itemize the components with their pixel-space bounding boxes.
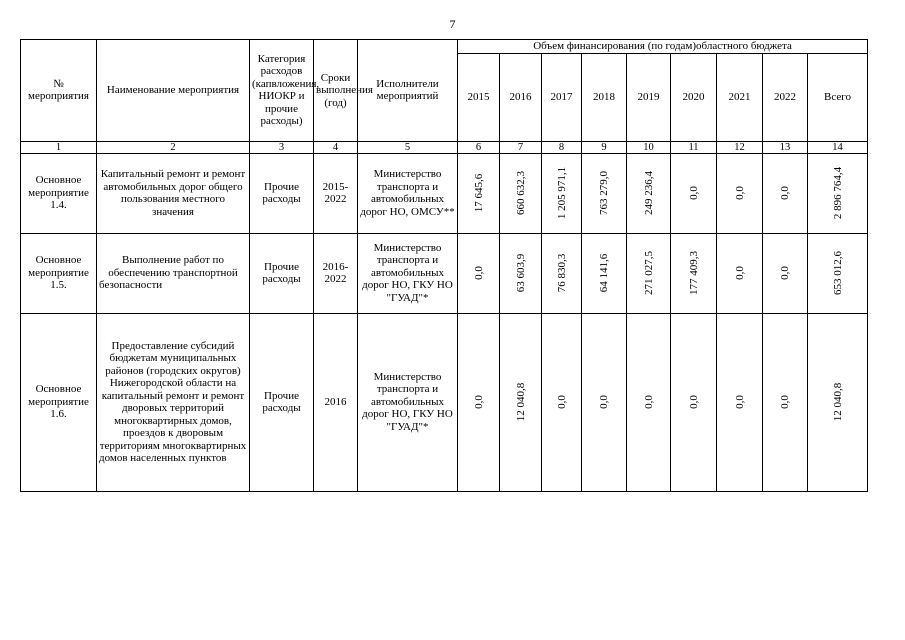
header-year: 2016 xyxy=(500,53,542,141)
column-number: 5 xyxy=(358,141,458,153)
value-2017: 0,0 xyxy=(555,395,568,409)
value-2019: 271 027,5 xyxy=(642,251,655,295)
value-2018: 64 141,6 xyxy=(597,253,610,293)
header-year: 2015 xyxy=(458,53,500,141)
value-cell xyxy=(627,233,671,313)
activity-category: Прочие расходы xyxy=(250,233,314,313)
value-2020: 0,0 xyxy=(687,186,700,200)
value-cell xyxy=(808,153,868,233)
value-cell xyxy=(808,233,868,313)
value-cell xyxy=(763,313,808,491)
value-2016: 12 040,8 xyxy=(514,382,527,422)
activity-terms: 2016 xyxy=(314,313,358,491)
value-2017: 1 205 971,1 xyxy=(555,166,568,220)
header-name: Наименование мероприятия xyxy=(97,40,250,142)
value-cell xyxy=(717,233,763,313)
header-total: Всего xyxy=(808,53,868,141)
value-cell xyxy=(542,233,582,313)
value-2021: 0,0 xyxy=(733,186,746,200)
header-year: 2022 xyxy=(763,53,808,141)
value-cell xyxy=(500,153,542,233)
header-year: 2018 xyxy=(582,53,627,141)
value-cell xyxy=(627,313,671,491)
header-year: 2019 xyxy=(627,53,671,141)
value-2021: 0,0 xyxy=(733,266,746,280)
value-2018: 0,0 xyxy=(597,395,610,409)
column-number: 3 xyxy=(250,141,314,153)
value-cell xyxy=(808,313,868,491)
value-2022: 0,0 xyxy=(778,395,791,409)
value-cell xyxy=(542,313,582,491)
activity-terms: 2015-2022 xyxy=(314,153,358,233)
activity-name: Выполнение работ по обеспечению транспортной безопасности xyxy=(97,233,250,313)
value-cell xyxy=(458,233,500,313)
table-row xyxy=(21,313,868,491)
activity-name: Капитальный ремонт и ремонт автомобильных дорог общего пользования местного значения xyxy=(97,153,250,233)
value-cell xyxy=(717,313,763,491)
value-cell xyxy=(763,153,808,233)
page-number: 7 xyxy=(449,17,456,31)
header-year: 2017 xyxy=(542,53,582,141)
value-total: 2 896 764,4 xyxy=(831,166,844,220)
value-2016: 660 632,3 xyxy=(514,171,527,215)
value-cell xyxy=(627,153,671,233)
value-2020: 0,0 xyxy=(687,395,700,409)
column-number: 10 xyxy=(627,141,671,153)
table-row xyxy=(21,233,868,313)
value-cell xyxy=(582,313,627,491)
table-row xyxy=(21,153,868,233)
value-2015: 17 645,6 xyxy=(472,173,485,213)
value-2021: 0,0 xyxy=(733,395,746,409)
activity-executors: Министерство транспорта и автомобильных дорог НО, ОМСУ** xyxy=(358,153,458,233)
activity-name: Предоставление субсидий бюджетам муниципальных районов (городских округов) Нижегородской области на капитальный ремонт и ремонт дворовых территорий многоквартирных домов, проездов к дворовым территориям многоквартирных домов населенных пунктов xyxy=(97,313,250,491)
value-cell xyxy=(458,153,500,233)
value-2015: 0,0 xyxy=(472,395,485,409)
activity-terms: 2016-2022 xyxy=(314,233,358,313)
column-number: 6 xyxy=(458,141,500,153)
value-cell xyxy=(542,153,582,233)
value-cell xyxy=(458,313,500,491)
value-2020: 177 409,3 xyxy=(687,251,700,295)
header-row-top xyxy=(21,40,868,54)
value-2019: 0,0 xyxy=(642,395,655,409)
header-terms: Сроки выполнения (год) xyxy=(314,40,358,142)
column-number: 14 xyxy=(808,141,868,153)
value-total: 12 040,8 xyxy=(831,382,844,422)
value-cell xyxy=(717,153,763,233)
column-number: 8 xyxy=(542,141,582,153)
header-year: 2020 xyxy=(671,53,717,141)
column-number: 13 xyxy=(763,141,808,153)
funding-table xyxy=(20,39,868,492)
value-2015: 0,0 xyxy=(472,266,485,280)
value-2022: 0,0 xyxy=(778,266,791,280)
header-year: 2021 xyxy=(717,53,763,141)
value-2016: 63 603,9 xyxy=(514,253,527,293)
value-2018: 763 279,0 xyxy=(597,171,610,215)
value-2022: 0,0 xyxy=(778,186,791,200)
column-number: 12 xyxy=(717,141,763,153)
activity-category: Прочие расходы xyxy=(250,313,314,491)
column-number: 9 xyxy=(582,141,627,153)
column-number: 2 xyxy=(97,141,250,153)
header-executors: Исполнители мероприятий xyxy=(358,40,458,142)
activity-number: Основное мероприятие 1.4. xyxy=(21,153,97,233)
column-number: 11 xyxy=(671,141,717,153)
value-cell xyxy=(500,313,542,491)
value-2017: 76 830,3 xyxy=(555,253,568,293)
column-number: 7 xyxy=(500,141,542,153)
value-2019: 249 236,4 xyxy=(642,171,655,215)
value-cell xyxy=(582,233,627,313)
header-num: № мероприятия xyxy=(21,40,97,142)
activity-executors: Министерство транспорта и автомобильных дорог НО, ГКУ НО "ГУАД"* xyxy=(358,233,458,313)
activity-category: Прочие расходы xyxy=(250,153,314,233)
header-category: Категория расходов (капвложения, НИОКР и прочие расходы) xyxy=(250,40,314,142)
activity-number: Основное мероприятие 1.6. xyxy=(21,313,97,491)
column-number-row xyxy=(21,141,868,153)
value-cell xyxy=(671,233,717,313)
activity-executors: Министерство транспорта и автомобильных дорог НО, ГКУ НО "ГУАД"* xyxy=(358,313,458,491)
value-cell xyxy=(582,153,627,233)
value-total: 653 012,6 xyxy=(831,251,844,295)
column-number: 4 xyxy=(314,141,358,153)
column-number: 1 xyxy=(21,141,97,153)
value-cell xyxy=(763,233,808,313)
activity-number: Основное мероприятие 1.5. xyxy=(21,233,97,313)
value-cell xyxy=(671,153,717,233)
value-cell xyxy=(500,233,542,313)
value-cell xyxy=(671,313,717,491)
header-funding: Объем финансирования (по годам)областного бюджета xyxy=(458,40,868,54)
